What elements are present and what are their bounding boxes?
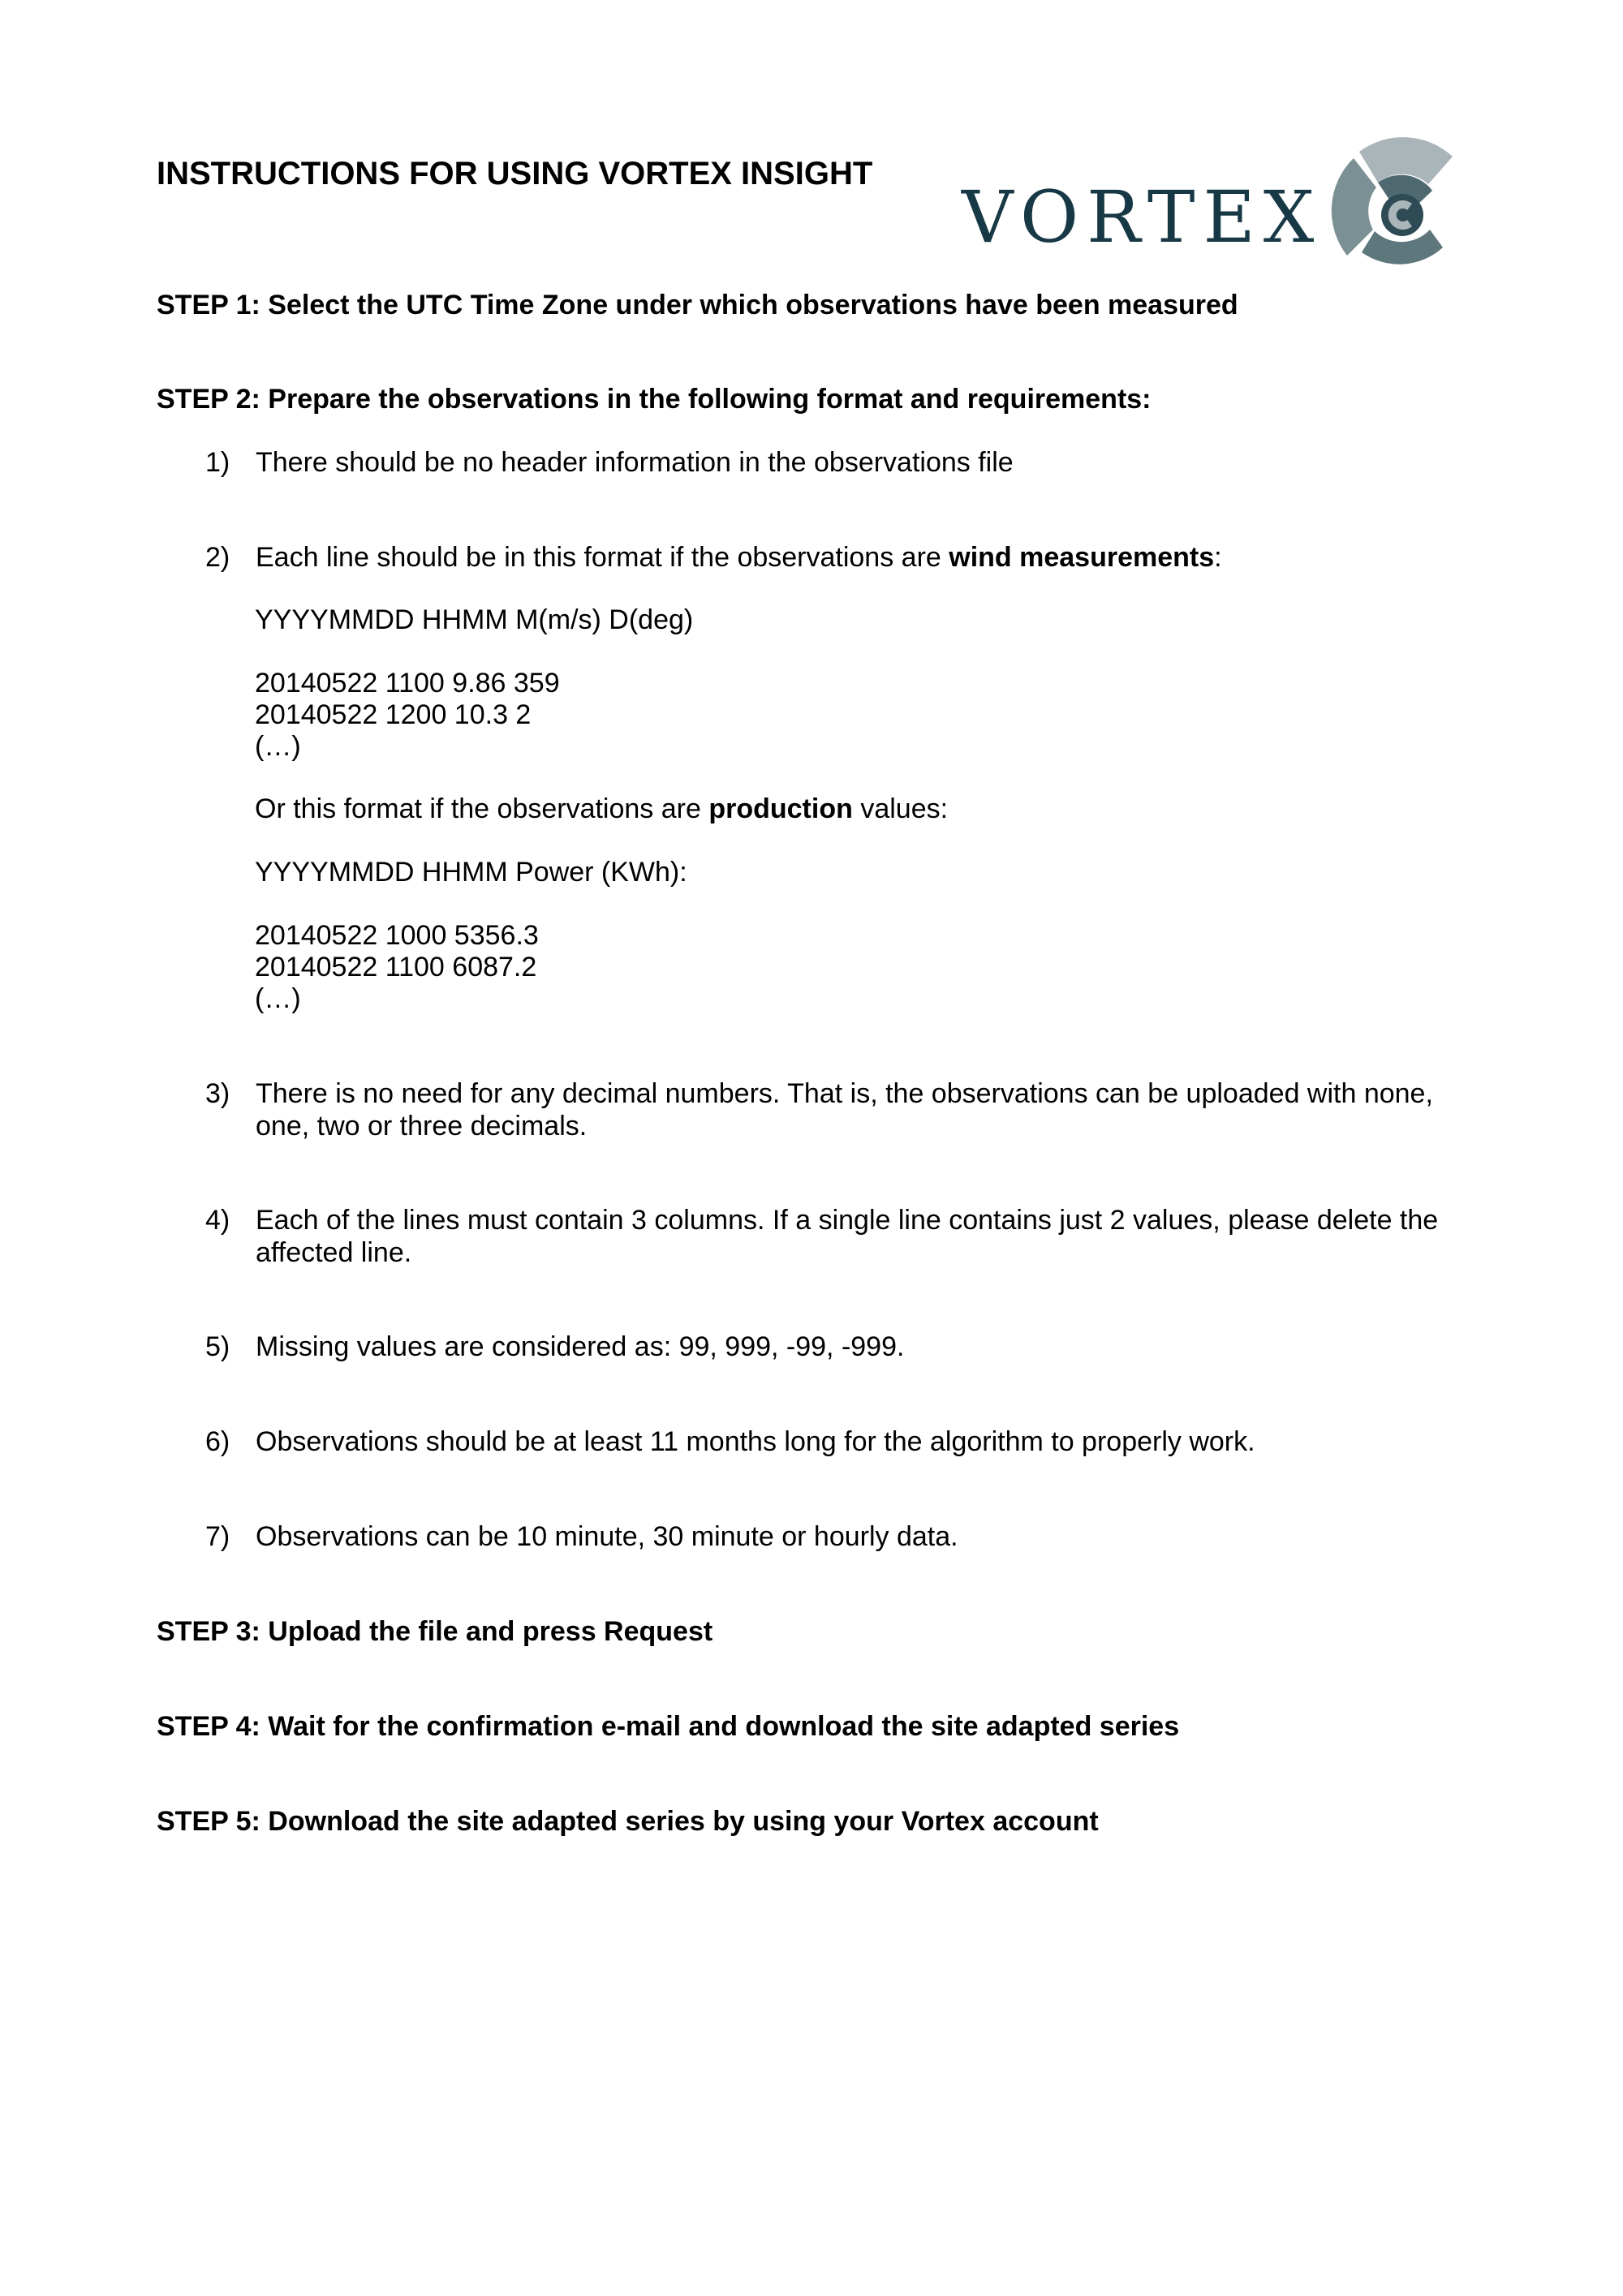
logo-wordmark: VORTEX <box>962 175 1323 259</box>
logo-core <box>1381 194 1423 236</box>
requirement-text: Observations should be at least 11 months long for the algorithm to properly work. <box>256 1426 1255 1457</box>
wind-format: YYYYMMDD HHMM M(m/s) D(deg) <box>255 604 694 635</box>
step-3: STEP 3: Upload the file and press Request <box>157 1616 713 1647</box>
text-part: Or this format if the observations are <box>255 793 709 824</box>
requirement-number: 6) <box>205 1426 230 1457</box>
production-format: YYYYMMDD HHMM Power (KWh): <box>255 857 687 888</box>
production-intro <box>255 793 948 825</box>
document-title: INSTRUCTIONS FOR USING VORTEX INSIGHT <box>157 156 873 191</box>
text-part: values: <box>852 793 949 824</box>
step-5: STEP 5: Download the site adapted series by using your Vortex account <box>157 1806 1099 1837</box>
wind-row-2: 20140522 1200 10.3 2 <box>255 699 532 730</box>
vortex-logo-icon <box>1323 134 1457 268</box>
requirement-text: Missing values are considered as: 99, 999, -99, -999. <box>256 1331 905 1362</box>
requirement-text: There should be no header information in the observations file <box>256 447 1014 478</box>
vortex-logo <box>962 134 1457 272</box>
requirement-number: 4) <box>205 1205 230 1236</box>
requirement-number: 1) <box>205 447 230 478</box>
requirement-number: 3) <box>205 1078 230 1109</box>
production-row-2: 20140522 1100 6087.2 <box>255 952 537 982</box>
step-4: STEP 4: Wait for the confirmation e-mail and download the site adapted series <box>157 1711 1180 1742</box>
requirement-number: 2) <box>205 542 230 573</box>
step-1: STEP 1: Select the UTC Time Zone under which observations have been measured <box>157 290 1238 320</box>
production-row-3: (…) <box>255 983 301 1014</box>
requirement-text: There is no need for any decimal numbers. That is, the observations can be uploaded with none, one, two or three decimals. <box>256 1078 1433 1142</box>
step-2: STEP 2: Prepare the observations in the following format and requirements: <box>157 384 1152 415</box>
text-bold: production <box>708 793 853 824</box>
requirement-text: Observations can be 10 minute, 30 minute or hourly data. <box>256 1521 958 1552</box>
requirement-number: 7) <box>205 1521 230 1552</box>
text-bold: wind measurements <box>949 542 1215 573</box>
wind-row-3: (…) <box>255 731 301 762</box>
production-row-1: 20140522 1000 5356.3 <box>255 920 539 951</box>
text-part: Each line should be in this format if the observations are <box>256 542 949 573</box>
text-part: : <box>1214 542 1222 573</box>
requirement-text <box>256 541 1473 574</box>
requirement-number: 5) <box>205 1331 230 1362</box>
wind-row-1: 20140522 1100 9.86 359 <box>255 668 560 699</box>
requirement-text: Each of the lines must contain 3 columns. If a single line contains just 2 values, please delete the affected line. <box>256 1205 1439 1268</box>
